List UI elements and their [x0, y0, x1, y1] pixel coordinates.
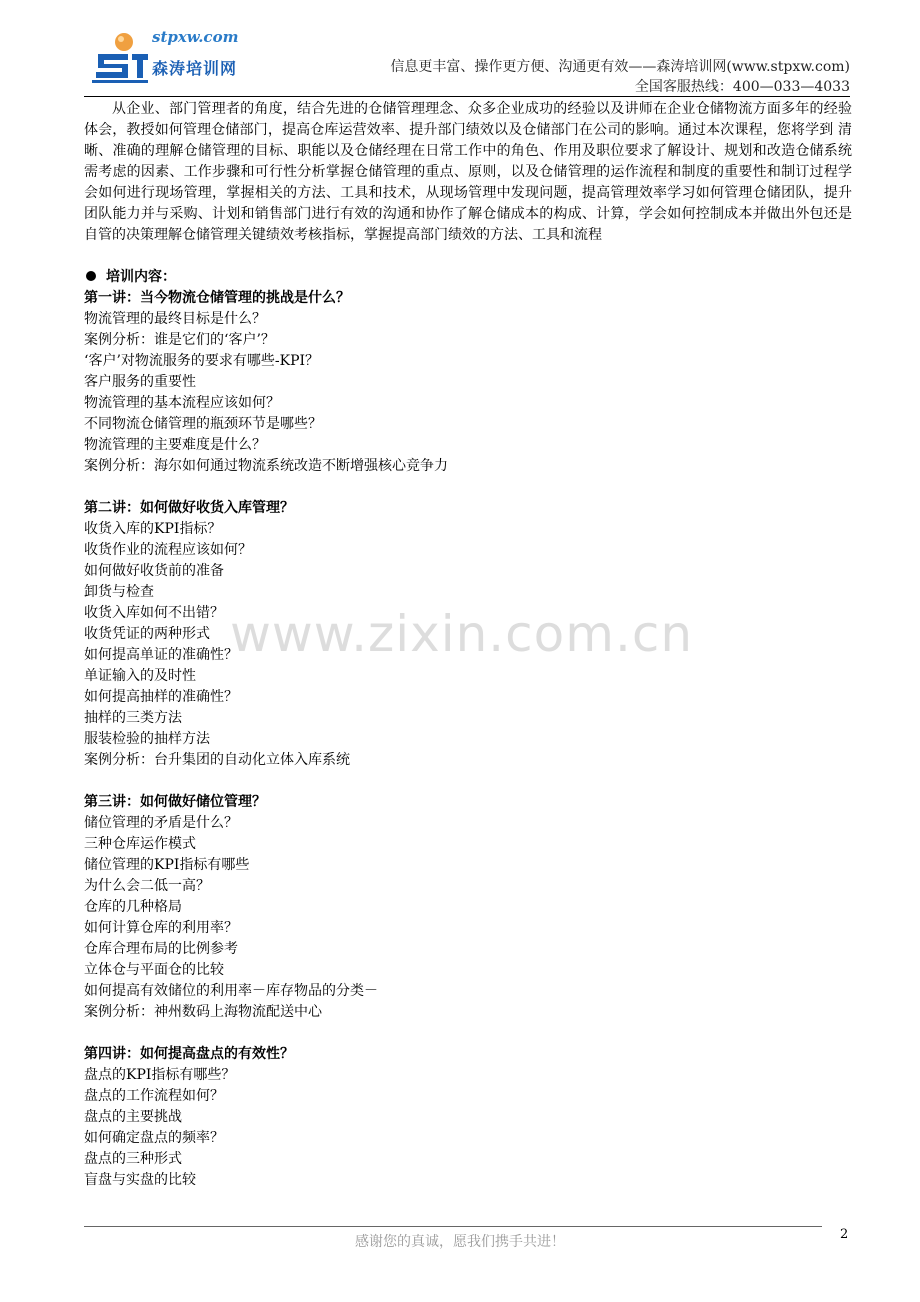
list-item: 如何提高抽样的准确性？: [84, 689, 238, 705]
list-item: 盘点的KPI指标有哪些？: [84, 1067, 236, 1083]
logo-name-text: 森涛培训网: [152, 59, 238, 78]
training-content-heading: [84, 267, 852, 288]
list-item: 如何确定盘点的频率？: [84, 1130, 224, 1146]
lecture-section-4: [84, 1044, 852, 1191]
logo-url-text: stpxw.com: [152, 28, 239, 46]
list-item: 如何提高单证的准确性？: [84, 647, 238, 663]
list-item: 仓库的几种格局: [84, 899, 182, 915]
list-item: 案例分析：台升集团的自动化立体入库系统: [84, 752, 350, 768]
page-header: [84, 28, 850, 96]
lecture-section-1: [84, 288, 852, 477]
list-item: 卸货与检查: [84, 584, 154, 600]
list-item: 为什么会二低一高？: [84, 878, 210, 894]
footer-divider: [84, 1226, 822, 1227]
list-item: 仓库合理布局的比例参考: [84, 941, 238, 957]
header-tagline: 信息更丰富、操作更方便、沟通更有效——森涛培训网(www.stpxw.com): [390, 59, 850, 75]
site-logo[interactable]: [90, 28, 250, 88]
course-intro: [84, 99, 852, 246]
lecture-section-3: [84, 792, 852, 1023]
list-item: 单证输入的及时性: [84, 668, 196, 684]
list-item: 案例分析：谁是它们的‘客户’？: [84, 332, 275, 348]
list-item: 服装检验的抽样方法: [84, 731, 210, 747]
list-item: ‘客户’对物流服务的要求有哪些-KPI？: [84, 353, 320, 369]
list-item: 储位管理的KPI指标有哪些: [84, 857, 250, 873]
bullet-icon: [86, 271, 96, 281]
list-item: 立体仓与平面仓的比较: [84, 962, 224, 978]
service-hotline: 全国客服热线：400—033—4033: [634, 79, 850, 95]
list-item: 收货作业的流程应该如何？: [84, 542, 252, 558]
list-item: 收货入库的KPI指标？: [84, 521, 222, 537]
list-item: 储位管理的矛盾是什么？: [84, 815, 238, 831]
list-item: 物流管理的基本流程应该如何？: [84, 395, 280, 411]
list-item: 如何做好收货前的准备: [84, 563, 224, 579]
list-item: 盲盘与实盘的比较: [84, 1172, 196, 1188]
list-item: 如何提高有效储位的利用率－库存物品的分类－: [84, 983, 378, 999]
lecture-title: 第二讲：如何做好收货入库管理？: [84, 500, 294, 516]
header-divider: [84, 96, 850, 97]
list-item: 如何计算仓库的利用率？: [84, 920, 238, 936]
watermark-text: www.zixin.com.cn: [230, 605, 694, 663]
list-item: 案例分析：神州数码上海物流配送中心: [84, 1004, 322, 1020]
list-item: 抽样的三类方法: [84, 710, 182, 726]
list-item: 盘点的三种形式: [84, 1151, 182, 1167]
list-item: 案例分析：海尔如何通过物流系统改造不断增强核心竞争力: [84, 458, 448, 474]
list-item: 物流管理的最终目标是什么？: [84, 311, 266, 327]
footer-slogan: 感谢您的真诚，愿我们携手共进！: [355, 1234, 565, 1250]
list-item: 物流管理的主要难度是什么？: [84, 437, 266, 453]
lecture-title: 第一讲：当今物流仓储管理的挑战是什么？: [84, 290, 350, 306]
logo-mark-icon: [90, 28, 150, 88]
lecture-title: 第四讲：如何提高盘点的有效性？: [84, 1046, 294, 1062]
list-item: 收货凭证的两种形式: [84, 626, 210, 642]
intro-paragraph: 从企业、部门管理者的角度，结合先进的仓储管理理念、众多企业成功的经验以及讲师在企业仓储物流方面多年的经验体会，教授如何管理仓储部门，提高仓库运营效率、提升部门绩效以及仓储部门在公司的影响。通过本次课程，您将学到 清晰、准确的理解仓储管理的目标、职能以及仓储经理在日常工作中的角色、作用及职位要求了解设计、规划和改造仓储系统需考虑的因素、工作步骤和可行性分析掌握仓储管理的重点、原则，以及仓储管理的运作流程和制度的重要性和制订过程学会如何进行现场管理，掌握相关的方法、工具和技术，从现场管理中发现问题，提高管理效率学习如何管理仓储团队，提升团队能力并与采购、计划和销售部门进行有效的沟通和协作了解仓储成本的构成、计算，学会如何控制成本并做出外包还是自管的决策理解仓储管理关键绩效考核指标，掌握提高部门绩效的方法、工具和流程: [84, 101, 852, 243]
list-item: 盘点的主要挑战: [84, 1109, 182, 1125]
list-item: 客户服务的重要性: [84, 374, 196, 390]
list-item: 不同物流仓储管理的瓶颈环节是哪些？: [84, 416, 322, 432]
page-number: 2: [840, 1227, 849, 1242]
training-heading-text: 培训内容：: [106, 269, 176, 285]
list-item: 三种仓库运作模式: [84, 836, 196, 852]
list-item: 盘点的工作流程如何？: [84, 1088, 224, 1104]
lecture-title: 第三讲：如何做好储位管理？: [84, 794, 266, 810]
list-item: 收货入库如何不出错？: [84, 605, 224, 621]
